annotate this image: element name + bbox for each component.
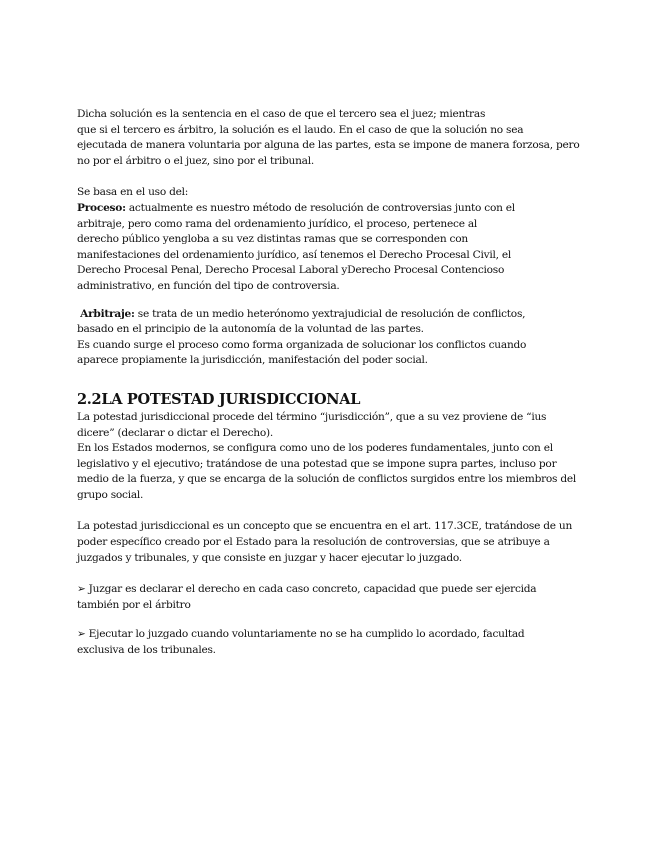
- text-line: poder específico creado por el Estado para la resolución de controversias, que se atribuye a: [77, 536, 550, 549]
- text-line: Se basa en el uso del:: [77, 186, 189, 199]
- text-line: arbitraje, pero como rama del ordenamiento jurídico, el proceso, pertenece al: [77, 217, 478, 230]
- text-line: Dicha solución es la sentencia en el caso de que el tercero sea el juez; mientras: [77, 108, 486, 120]
- text-line: juzgados y tribunales, y que consiste en juzgar y hacer ejecutar lo juzgado.: [77, 551, 462, 564]
- text-line: exclusiva de los tribunales.: [77, 644, 216, 657]
- arrow-bullet-icon: ➢: [77, 583, 86, 596]
- text-line: administrativo, en función del tipo de controversia.: [77, 279, 340, 292]
- text-line: [77, 307, 587, 323]
- spacer: [77, 369, 587, 391]
- text-line: En los Estados modernos, se configura como uno de los poderes fundamentales, junto con el: [77, 442, 553, 455]
- proceso-term: Proceso:: [77, 201, 126, 214]
- paragraph-concepto: [77, 519, 587, 566]
- text-line: grupo social.: [77, 488, 144, 501]
- spacer: [77, 613, 587, 627]
- text-line: dicere” (declarar o dictar el Derecho).: [77, 426, 273, 439]
- text-line: [77, 201, 587, 217]
- paragraph-potestad: [77, 410, 587, 504]
- text-line: Es cuando surge el proceso como forma organizada de solucionar los conflictos cuando: [77, 338, 527, 351]
- proceso-definition: actualmente es nuestro método de resolución de controversias junto con el: [125, 201, 515, 214]
- bullet-juzgar: [77, 582, 587, 613]
- text-line: manifestaciones del ordenamiento jurídico, así tenemos el Derecho Procesal Civil, el: [77, 248, 512, 261]
- text-line: legislativo y el ejecutivo; tratándose de una potestad que se impone supra partes, incluso por: [77, 457, 557, 470]
- arrow-bullet-icon: ➢: [77, 628, 86, 641]
- text-line: derecho público yengloba a su vez distintas ramas que se corresponden con: [77, 233, 468, 246]
- text-line: La potestad jurisdiccional es un concepto que se encuentra en el art. 117.3CE, tratándose de un: [77, 520, 573, 533]
- document-body: [77, 107, 587, 659]
- spacer: [77, 169, 587, 185]
- arbitraje-definition: se trata de un medio heterónomo yextrajudicial de resolución de conflictos,: [134, 307, 526, 320]
- text-line: medio de la fuerza, y que se encarga de la solución de conflictos surgidos entre los miembros del: [77, 473, 577, 486]
- text-line: no por el árbitro o el juez, sino por el tribunal.: [77, 154, 314, 167]
- text-line: aparece propiamente la jurisdicción, manifestación del poder social.: [77, 354, 428, 367]
- text-line: basado en el principio de la autonomía de la voluntad de las partes.: [77, 323, 424, 336]
- spacer: [77, 295, 587, 307]
- spacer: [77, 503, 587, 519]
- paragraph-arbitraje: [77, 307, 587, 369]
- text-line: también por el árbitro: [77, 598, 191, 611]
- text-line: La potestad jurisdiccional procede del término “jurisdicción”, que a su vez proviene de “ius: [77, 410, 547, 423]
- text-line: Derecho Procesal Penal, Derecho Procesal Laboral yDerecho Procesal Contencioso: [77, 264, 505, 277]
- section-heading: 2.2LA POTESTAD JURISDICCIONAL: [77, 390, 361, 408]
- paragraph-se-basa: [77, 185, 587, 294]
- text-line: que si el tercero es árbitro, la solución es el laudo. En el caso de que la solución no sea: [77, 123, 524, 136]
- spacer: [77, 566, 587, 582]
- bullet-ejecutar: [77, 627, 587, 658]
- paragraph-solucion: [77, 107, 587, 169]
- text-line: ➢ Ejecutar lo juzgado cuando voluntariamente no se ha cumplido lo acordado, facultad: [77, 628, 525, 641]
- text-line: ejecutada de manera voluntaria por alguna de las partes, esta se impone de manera forzosa, pero: [77, 139, 580, 152]
- arbitraje-term: Arbitraje:: [80, 307, 135, 320]
- text-line: ➢ Juzgar es declarar el derecho en cada caso concreto, capacidad que puede ser ejercida: [77, 583, 537, 596]
